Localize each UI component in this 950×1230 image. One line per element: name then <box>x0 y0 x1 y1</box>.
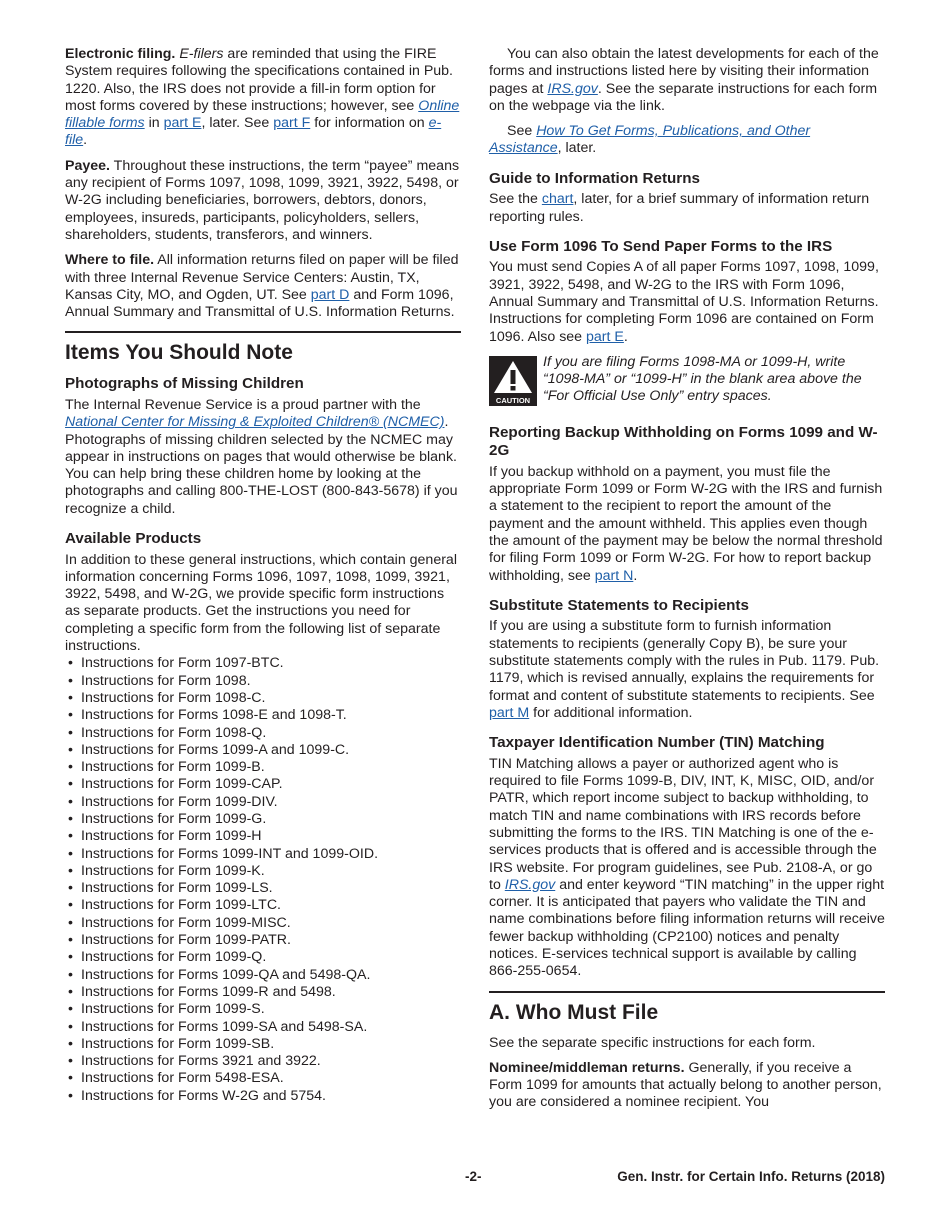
who-must-file-heading: A. Who Must File <box>489 991 885 1026</box>
where-to-file-paragraph <box>65 252 461 321</box>
nominee-text: Generally, if you receive a Form 1099 for amounts that actually belong to another person, you are considered a nominee recipient. You <box>489 1059 882 1111</box>
efilers-term: E-filers <box>179 46 224 62</box>
payee-text: Throughout these instructions, the term “payee” means any recipient of Forms 1097, 1098, 1099, 3921, 3922, 5498, or W-2G including beneficiaries, borrowers, debtors, donors, employees, insureds, participants, policyholders, sellers, shareholders, students, transferors, and winners. <box>65 157 460 243</box>
left-column <box>65 46 461 1105</box>
efiling-text-4: for information on <box>310 115 429 132</box>
missing-children-text: The Internal Revenue Service is a proud partner with the <box>65 396 421 413</box>
chart-link[interactable]: chart <box>541 191 574 208</box>
list-item: • Instructions for Form 1098-Q. <box>65 725 461 742</box>
electronic-filing-lead: Electronic filing. <box>65 46 176 62</box>
available-products-heading: Available Products <box>65 530 202 548</box>
where-text-2: and Form 1096, Annual Summary and Transmittal of U.S. Information Returns. <box>65 286 455 321</box>
substitute-text: If you are using a substitute form to furnish information statements to recipients (generally Copy B), be sure your substitute statements comply with the rules in Pub. 1179. Pub. 1179, which is revised annually, explains the requirements for format and content of substitute statements to recipients. See <box>489 618 880 704</box>
list-item: • Instructions for Forms 1099-SA and 5498-SA. <box>65 1019 461 1036</box>
list-item: • Instructions for Form 1099-DIV. <box>65 794 461 811</box>
tin-text-2: and enter keyword “TIN matching” in the upper right corner. It is anticipated that payers who validate the TIN and name combinations before filing information returns will receive fewer backup withholding (CP2100) notices and penalty notices. E-services technical support is available by calling 866-255-0654. <box>489 876 885 980</box>
backup-text-2: . <box>633 567 638 584</box>
list-item: • Instructions for Forms 1099-A and 1099-C. <box>65 742 461 759</box>
caution-text: If you are filing Forms 1098-MA or 1099-H, write “1098-MA” or “1099-H” in the blank area above the “For Official Use Only” entry spaces. <box>543 353 862 405</box>
efiling-text-3: , later. See <box>201 115 274 132</box>
list-item: • Instructions for Form 1099-LTC. <box>65 897 461 914</box>
backup-text: If you backup withhold on a payment, you must file the appropriate Form 1099 or Form W-2G with the IRS and furnish a statement to the recipient to report the amount of the payment and the amount withheld. This applies even though the amount of the payment may be below the normal threshold for filing Form 1099 or Form W-2G. For how to report backup withholding, see <box>489 463 883 584</box>
see-text: See <box>507 123 537 140</box>
form-1096-text: You must send Copies A of all paper Forms 1097, 1098, 1099, 3921, 3922, 5498, and W-2G to the IRS with Form 1096, Annual Summary and Transmittal of U.S. Information Returns. Instructions for completing Form 1096 are contained on Form 1096. Also see <box>489 259 879 345</box>
latest-text: You can also obtain the latest developments for each of the forms and instructions listed here by visiting their information pages at <box>489 46 879 97</box>
backup-withholding-paragraph <box>489 464 885 585</box>
backup-withholding-heading: Reporting Backup Withholding on Forms 1099 and W-2G <box>489 423 878 460</box>
list-item: • Instructions for Forms 3921 and 3922. <box>65 1053 461 1070</box>
irs-gov-link-2[interactable]: IRS.gov <box>504 876 556 893</box>
part-n-link[interactable]: part N <box>594 567 634 584</box>
list-item: • Instructions for Forms 1098-E and 1098-T. <box>65 707 461 724</box>
instructions-list <box>65 655 461 1105</box>
page-footer <box>65 1168 885 1188</box>
latest-developments-paragraph <box>489 46 885 115</box>
list-item: • Instructions for Form 1097-BTC. <box>65 655 461 672</box>
latest-text-2: . See the separate instructions for each form on the webpage via the link. <box>489 80 878 114</box>
list-item: • Instructions for Form 1099-S. <box>65 1001 461 1018</box>
list-item: • Instructions for Form 1099-SB. <box>65 1036 461 1053</box>
caution-label: CAUTION <box>495 395 531 405</box>
list-item: • Instructions for Forms 1099-QA and 5498-QA. <box>65 967 461 984</box>
list-item: • Instructions for Form 5498-ESA. <box>65 1070 461 1087</box>
nominee-lead: Nominee/middleman returns. <box>489 1059 685 1076</box>
see-text-2: , later. <box>557 140 597 157</box>
payee-paragraph <box>65 158 461 244</box>
online-fillable-forms-link[interactable]: Online fillable forms <box>65 97 460 132</box>
missing-children-paragraph <box>65 397 461 518</box>
part-e-link[interactable]: part E <box>163 115 202 132</box>
list-item: • Instructions for Form 1099-K. <box>65 863 461 880</box>
see-assistance-paragraph <box>489 123 885 158</box>
ncmec-link[interactable]: National Center for Missing & Exploited Children® (NCMEC) <box>65 414 445 431</box>
form-1096-text-2: . <box>623 328 628 345</box>
list-item: • Instructions for Form 1099-PATR. <box>65 932 461 949</box>
list-item: • Instructions for Form 1099-CAP. <box>65 776 461 793</box>
missing-children-heading: Photographs of Missing Children <box>65 375 304 393</box>
available-products-paragraph: In addition to these general instructions, which contain general information concerning Forms 1096, 1097, 1098, 1099, 3921, 3922, 5498, and W-2G, we provide specific form instructions as separate products. Get the instructions you need for completing a specific form from the following list of separate instructions. <box>65 551 457 655</box>
list-item: • Instructions for Form 1099-Q. <box>65 949 461 966</box>
substitute-statements-heading: Substitute Statements to Recipients <box>489 596 749 614</box>
nominee-paragraph <box>489 1060 885 1112</box>
efiling-text-5: . <box>83 132 88 149</box>
tin-matching-heading: Taxpayer Identification Number (TIN) Matching <box>489 734 825 752</box>
guide-paragraph <box>489 191 885 226</box>
list-item: • Instructions for Form 1099-G. <box>65 811 461 828</box>
caution-icon <box>489 356 537 406</box>
part-e-link-2[interactable]: part E <box>586 328 624 345</box>
electronic-filing-paragraph <box>65 46 461 150</box>
list-item: • Instructions for Forms 1099-INT and 1099-OID. <box>65 846 461 863</box>
list-item: • Instructions for Form 1099-MISC. <box>65 915 461 932</box>
caution-note <box>489 354 885 406</box>
guide-text-2: , later, for a brief summary of information return reporting rules. <box>489 191 870 225</box>
payee-lead: Payee. <box>65 157 110 174</box>
efile-link[interactable]: e-file <box>65 115 442 149</box>
list-item: • Instructions for Forms W-2G and 5754. <box>65 1088 461 1105</box>
where-text: All information returns filed on paper will be filed with three Internal Revenue Service Centers: Austin, TX, Kansas City, MO, and Ogden, UT. See <box>65 252 459 303</box>
missing-children-text-2: . Photographs of missing children selected by the NCMEC may appear in instructions on pages that would otherwise be blank. You can help bring these children home by looking at the photographs and calling 800-THE-LOST (800-843-5678) if you recognize a child. <box>65 414 458 517</box>
efiling-text-2: in <box>144 115 164 132</box>
efiling-text: are reminded that using the FIRE System requires following the specifications contained in Pub. 1220. Also, the IRS does not provide a fill-in form option for most forms covered by these instructions; however, see <box>65 46 454 114</box>
right-column <box>489 46 885 1120</box>
tin-text: TIN Matching allows a payer or authorized agent who is required to file Forms 1099-B, DIV, INT, K, MISC, OID, and/or PATR, which report income subject to backup withholding, to match TIN and name combinations with IRS records before submitting the forms to the IRS. TIN Matching is one of the e-services products that is offered and is accessible through the IRS website. For program guidelines, see Pub. 2108-A, or go to <box>489 755 877 893</box>
part-d-link[interactable]: part D <box>310 286 350 303</box>
how-to-get-forms-link[interactable]: How To Get Forms, Publications, and Other Assistance <box>489 123 811 157</box>
part-f-link[interactable]: part F <box>273 115 311 132</box>
list-item: • Instructions for Form 1099-B. <box>65 759 461 776</box>
list-item: • Instructions for Form 1098. <box>65 673 461 690</box>
list-item: • Instructions for Form 1098-C. <box>65 690 461 707</box>
form-1096-heading: Use Form 1096 To Send Paper Forms to the IRS <box>489 237 833 255</box>
items-you-should-note-heading: Items You Should Note <box>65 331 461 366</box>
page-number: -2- <box>465 1169 482 1184</box>
who-must-file-paragraph: See the separate specific instructions for each form. <box>489 1034 816 1051</box>
list-item: • Instructions for Form 1099-LS. <box>65 880 461 897</box>
tin-matching-paragraph <box>489 756 885 981</box>
part-m-link[interactable]: part M <box>489 704 530 721</box>
irs-gov-link[interactable]: IRS.gov <box>547 80 598 97</box>
list-item: • Instructions for Forms 1099-R and 5498. <box>65 984 461 1001</box>
where-to-file-lead: Where to file. <box>65 252 155 269</box>
substitute-text-2: for additional information. <box>529 704 693 721</box>
form-1096-paragraph <box>489 259 885 345</box>
guide-text: See the <box>489 191 542 208</box>
substitute-statements-paragraph <box>489 618 885 722</box>
footer-title: Gen. Instr. for Certain Info. Returns (2018) <box>617 1169 885 1184</box>
list-item: • Instructions for Form 1099-H <box>65 828 461 845</box>
guide-heading: Guide to Information Returns <box>489 169 700 187</box>
